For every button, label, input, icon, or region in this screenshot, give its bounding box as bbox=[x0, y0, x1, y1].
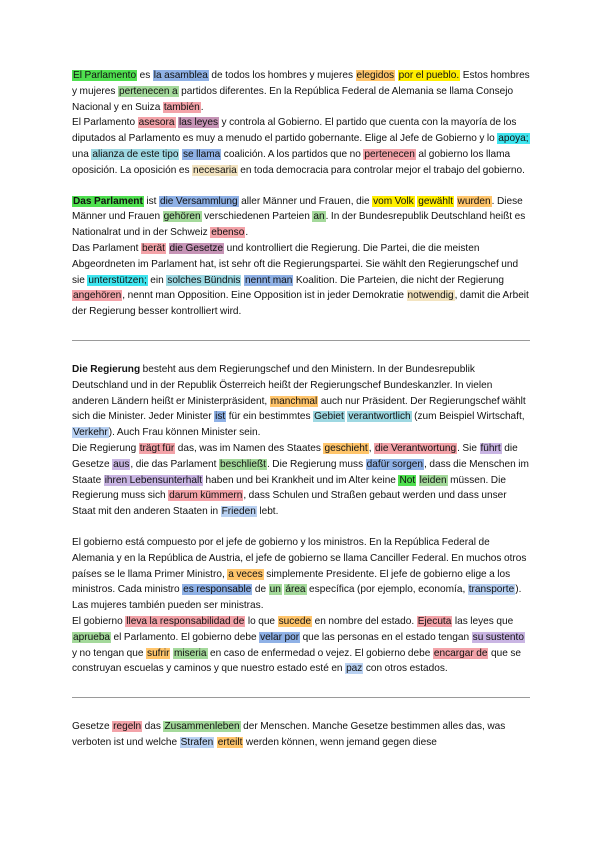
highlighted-term: ihren Lebensunterhalt bbox=[104, 474, 203, 486]
text-run: haben und bei Krankheit und im Alter keine bbox=[203, 474, 399, 486]
highlighted-term: Gebiet bbox=[314, 411, 344, 423]
text-run: müssen. Die Regierung muss sich bbox=[72, 474, 506, 502]
highlighted-term: gehören bbox=[163, 211, 201, 223]
highlighted-term: las leyes bbox=[179, 117, 219, 129]
highlighted-term: miseria bbox=[173, 647, 207, 659]
highlighted-term: paz bbox=[346, 663, 363, 675]
text-run: , damit die Arbeit der Regierung besser kontrolliert wird. bbox=[72, 290, 529, 318]
highlighted-term: solches Bündnis bbox=[167, 274, 241, 286]
paragraph-0 bbox=[72, 68, 530, 179]
text-run: . bbox=[200, 101, 204, 113]
highlighted-term: su sustento bbox=[472, 631, 524, 643]
highlighted-term: leiden bbox=[419, 474, 447, 486]
text-run: lo que bbox=[245, 615, 278, 627]
text-run: ist bbox=[143, 195, 159, 207]
highlighted-term: pertenecen bbox=[364, 148, 415, 160]
highlighted-term: regeln bbox=[113, 721, 142, 733]
text-run: , nennt man Opposition. Eine Opposition ist in jeder Demokratie bbox=[122, 290, 407, 302]
text-run: Die Regierung bbox=[72, 442, 139, 454]
highlighted-term: ist bbox=[215, 411, 226, 423]
text-run: verschiedenen Parteien bbox=[201, 211, 313, 223]
highlighted-term: wurden bbox=[457, 195, 491, 207]
highlighted-term: gewählt bbox=[418, 195, 454, 207]
highlighted-term: Frieden bbox=[221, 506, 256, 518]
text-run: las leyes que bbox=[452, 615, 514, 627]
text-run: . bbox=[245, 227, 249, 239]
text-run: al gobierno los llama oposición. La oposición es bbox=[72, 148, 511, 176]
highlighted-term: vom Volk bbox=[373, 195, 414, 207]
highlighted-term: darum kümmern bbox=[169, 490, 243, 502]
highlighted-term: ebenso bbox=[211, 227, 245, 239]
highlighted-term: notwendig bbox=[407, 290, 454, 302]
highlighted-term: es responsable bbox=[183, 584, 252, 596]
highlighted-term: apoya; bbox=[498, 133, 529, 145]
highlighted-term: verantwortlich bbox=[348, 411, 411, 423]
highlighted-term: asesora bbox=[138, 117, 175, 129]
text-run: . Die Regierung muss bbox=[266, 458, 366, 470]
highlighted-term: lleva la responsabilidad de bbox=[126, 615, 245, 627]
text-run: específica (por ejemplo, economía, bbox=[306, 584, 468, 596]
text-run: de todos los hombres y mujeres bbox=[208, 70, 356, 81]
highlighted-term: führt bbox=[480, 442, 501, 454]
text-run: , dass Schulen und Straßen gebaut werden und dass unser Staat mit den anderen Staaten in bbox=[72, 490, 507, 518]
highlighted-term: sucede bbox=[278, 615, 312, 627]
highlighted-term: Zusammenleben bbox=[164, 721, 240, 733]
text-run: . Diese Männer und Frauen bbox=[72, 195, 523, 223]
text-run: de bbox=[252, 584, 269, 596]
highlighted-term: aprueba bbox=[73, 631, 111, 643]
highlighted-term: un bbox=[269, 584, 281, 596]
highlighted-term: angehören bbox=[73, 290, 122, 302]
text-run: ). Las mujeres también pueden ser ministras. bbox=[72, 584, 522, 612]
paragraph-gap bbox=[72, 520, 530, 535]
text-run: una bbox=[72, 148, 92, 160]
text-run: und kontrolliert die Regierung. Die Partei, die die meisten Abgeordneten im Parlament hat, ist sehr oft die Regierungspartei. Sie wählt den Regierungschef und sie bbox=[72, 242, 519, 286]
highlighted-term: die Versammlung bbox=[159, 195, 238, 207]
highlighted-term: necesaria bbox=[193, 164, 237, 176]
highlighted-term: velar por bbox=[260, 631, 300, 643]
highlighted-term: geschieht bbox=[324, 442, 368, 454]
text-run: partidos diferentes. En la República Federal de Alemania se llama Consejo Nacional y en Suiza bbox=[72, 85, 514, 113]
highlighted-term: transporte bbox=[468, 584, 515, 596]
text-run: lebt. bbox=[256, 506, 279, 518]
text-run: El Parlamento bbox=[72, 117, 138, 129]
text-run: . Sie bbox=[457, 442, 480, 454]
highlighted-term: Strafen bbox=[180, 736, 214, 748]
highlighted-term: elegidos bbox=[356, 70, 395, 81]
highlighted-term: die Verantwortung bbox=[375, 442, 457, 454]
text-run: ein bbox=[147, 274, 167, 286]
highlighted-term: manchmal bbox=[270, 395, 318, 407]
paragraph-gap bbox=[72, 179, 530, 194]
highlighted-term: encargar de bbox=[433, 647, 488, 659]
highlighted-term: erteilt bbox=[217, 736, 243, 748]
paragraph-2 bbox=[72, 362, 530, 520]
text-run: coalición. A los partidos que no bbox=[221, 148, 364, 160]
highlighted-term: se llama bbox=[182, 148, 221, 160]
section-divider bbox=[72, 340, 530, 341]
text-run: y no tengan que bbox=[72, 647, 147, 659]
text-run: , dass die Menschen im Staate bbox=[72, 458, 529, 486]
text-run: es bbox=[137, 70, 153, 81]
text-run: en toda democracia para controlar mejor el trabajo del gobierno. bbox=[237, 164, 525, 176]
text-run: auch nur Präsident. Der Regierungschef wählt sich die Minister. Jeder Minister bbox=[72, 395, 526, 423]
text-run: (zum Beispiel Wirtschaft, bbox=[411, 411, 525, 423]
highlighted-term: también bbox=[163, 101, 200, 113]
text-run: El gobierno bbox=[72, 615, 126, 627]
text-run: simplemente Presidente. El jefe de gobierno elige a los ministros. Cada ministro bbox=[72, 568, 511, 596]
paragraph-3 bbox=[72, 535, 530, 677]
text-run: für ein bestimmtes bbox=[226, 411, 314, 423]
text-run: besteht aus dem Regierungschef und den Ministern. In der Bundesrepublik Deutschland und in der Republik Österreich heißt der Regierungschef Bundeskanzler. In vielen anderen Ländern heißt er Ministerpräsident, bbox=[72, 363, 493, 407]
text-run: . In der Bundesrepublik Deutschland heißt es Nationalrat und in der Schweiz bbox=[72, 211, 526, 239]
highlighted-term: área bbox=[285, 584, 306, 596]
text-run: das, was im Namen des Staates bbox=[175, 442, 324, 454]
text-run: die Gesetze bbox=[72, 442, 518, 470]
highlighted-term: por el pueblo. bbox=[398, 70, 460, 81]
document-page bbox=[72, 68, 530, 751]
highlighted-term: pertenecen a bbox=[118, 85, 178, 97]
text-run: Das Parlament bbox=[72, 242, 141, 254]
highlighted-term: beschließt bbox=[219, 458, 266, 470]
text-run: Die Regierung bbox=[72, 363, 141, 375]
text-run: con otros estados. bbox=[363, 663, 448, 675]
highlighted-term: Verkehr bbox=[73, 427, 108, 439]
text-run: werden können, wenn jemand gegen diese bbox=[243, 736, 437, 748]
text-run: , die das Parlament bbox=[130, 458, 219, 470]
text-run: Estos hombres y mujeres bbox=[72, 70, 530, 97]
highlighted-term: unterstützen; bbox=[88, 274, 147, 286]
text-run: y controla al Gobierno. El partido que cuenta con la mayoría de los diputados al Parlamento es muy a menudo el partido gobernante. Elige al Jefe de Gobierno y lo bbox=[72, 117, 517, 145]
highlighted-term: berät bbox=[141, 242, 165, 254]
paragraph-1 bbox=[72, 194, 530, 320]
text-run: aller Männer und Frauen, die bbox=[238, 195, 373, 207]
highlighted-term: alianza de este tipo bbox=[92, 148, 179, 160]
text-run: , bbox=[368, 442, 375, 454]
text-run: que se construyan escuelas y caminos y que nuestro estado esté en bbox=[72, 647, 521, 675]
paragraph-4 bbox=[72, 719, 530, 751]
text-run: ). Auch Frau können Minister sein. bbox=[108, 427, 261, 439]
highlighted-term: dafür sorgen bbox=[366, 458, 424, 470]
highlighted-term: Das Parlament bbox=[73, 195, 143, 207]
text-run: das bbox=[142, 721, 164, 733]
text-run: Koalition. Die Parteien, die nicht der Regierung bbox=[293, 274, 504, 286]
text-run: en caso de enfermedad o vejez. El gobierno debe bbox=[207, 647, 433, 659]
text-run: der Menschen. Manche Gesetze bestimmen alles das, was verboten ist und welche bbox=[72, 721, 506, 748]
highlighted-term: la asamblea bbox=[153, 70, 208, 81]
highlighted-term: nennt man bbox=[245, 274, 293, 286]
highlighted-term: die Gesetze bbox=[169, 242, 224, 254]
highlighted-term: Not bbox=[399, 474, 416, 486]
text-run: Gesetze bbox=[72, 721, 113, 733]
highlighted-term: El Parlamento bbox=[73, 70, 137, 81]
text-run: que las personas en el estado tengan bbox=[300, 631, 472, 643]
text-run: el Parlamento. El gobierno debe bbox=[111, 631, 260, 643]
highlighted-term: a veces bbox=[228, 568, 263, 580]
highlighted-term: an bbox=[313, 211, 325, 223]
highlighted-term: trägt für bbox=[139, 442, 175, 454]
highlighted-term: Ejecuta bbox=[417, 615, 452, 627]
section-divider bbox=[72, 697, 530, 698]
text-run: en nombre del estado. bbox=[312, 615, 417, 627]
text-run: El gobierno está compuesto por el jefe de gobierno y los ministros. En la República Federal de Alemania y en la República de Austria, el jefe de gobierno se llama Canciller Federal. En muchos otros países se le llama Primer Ministro, bbox=[72, 536, 527, 580]
highlighted-term: sufrir bbox=[147, 647, 170, 659]
highlighted-term: aus bbox=[113, 458, 130, 470]
